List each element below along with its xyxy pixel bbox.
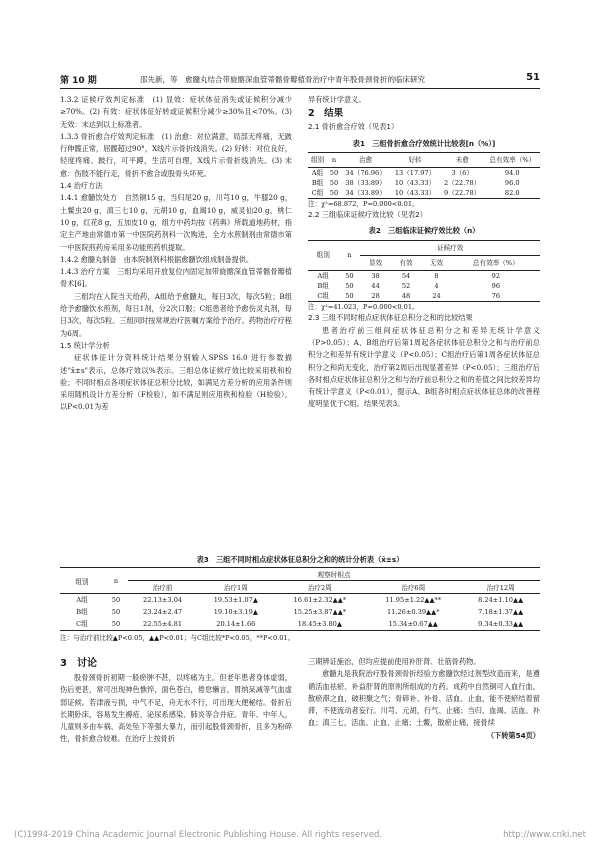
table-header: 治疗2周 xyxy=(274,581,365,594)
table-row xyxy=(308,281,540,291)
paragraph: 1.4.3 治疗方案 三组均采用开放复位内固定加带旋髂深血管蒂髂骨瓣植骨术[6]。 xyxy=(60,267,292,289)
table-cell: 82.0 xyxy=(504,189,520,198)
table-cell: 19.53±1.07▲ xyxy=(213,596,258,604)
table-header: 治疗12周 xyxy=(461,581,540,594)
table-row xyxy=(60,618,540,631)
paragraph: 股骨颈骨折初期一般瘀肿不甚，以疼痛为主。但老年患者身体虚弱，伤后更甚，常可出现神色憔悴，面色苍白，倦怠懒言，胃纳呆减等气血虚弱证候。若津液亏损，中气不足，舟无水不行，可出现大便秘结。骨折后长期卧床，容易发生褥疮、泌尿系感染、肺炎等合并症。青年、中年人，儿童则多由车祸、高处坠下等强大暴力，而引起股骨颈骨折，且多为粉碎性，骨折愈合较难。在治疗上按骨折 xyxy=(60,673,292,744)
table-header: 治疗6周 xyxy=(365,581,461,594)
table-cell: 52 xyxy=(401,282,411,291)
left-column xyxy=(60,94,292,414)
table-header: 证候疗效 xyxy=(360,240,540,255)
table-cell: 38 xyxy=(371,272,380,281)
table-header: 观察时相点 xyxy=(128,568,540,581)
table-header: 治疗前 xyxy=(128,581,197,594)
table-header: 未愈 xyxy=(440,152,485,167)
table-header: n xyxy=(327,152,341,167)
table-header: 治疗1周 xyxy=(197,581,274,594)
paragraph: 1.3.2 证候疗效判定标准 (1) 显效：症状体征消失或证候积分减少≥70%。(2) 有效：症状体征好转或证候积分减少≥30%且<70%。(3) 无效：未达到以上标准者。 xyxy=(60,95,292,129)
continued-note: （下转第54页） xyxy=(486,730,540,740)
table-cell: 92 xyxy=(491,272,501,281)
table-header: 总有效率（%） xyxy=(485,152,540,167)
table-2 xyxy=(308,240,540,303)
table-cell: 9.34±0.33▲▲ xyxy=(478,620,524,628)
paragraph: 1.4.2 愈髓丸制备 由本院制剂科根据愈髓饮组成制备提供。 xyxy=(60,254,254,264)
table-cell: 10（43.33） xyxy=(394,189,436,198)
table-cell: 54 xyxy=(401,272,411,281)
paragraph: 1.3.3 骨折愈合疗效判定标准 (1) 治愈：对位满意，局部无疼痛，无跛行伸髋正常，屈髋超过90°，X线片示骨折线消失。(2) 好转：对位良好，轻度疼痛、跛行，可平蹲，生活可自理，X线片示骨折线消失。(3) 未愈：伤肢不能行走，骨折不愈合或股骨头坏死。 xyxy=(60,131,292,178)
table-cell: 44 xyxy=(371,282,380,291)
table-cell: 7.18±1.37▲▲ xyxy=(478,608,524,616)
page-number: 51 xyxy=(526,72,540,83)
table-cell: 34（76.96） xyxy=(345,169,386,178)
table-cell: 28 xyxy=(371,292,380,301)
table-cell: 94.0 xyxy=(504,169,520,178)
table-header: 组别 xyxy=(308,152,327,167)
table-header: 组别 xyxy=(60,568,104,594)
paragraph: 三组均在入院当天给药，A组给予愈髓丸，每日3次，每次5粒；B组给予愈髓饮水煎剂，每日1剂，分2次口服；C组患者给予愈伤灵丸剂，每日3次，每次5粒。三组同时按常规治疗医嘱方案给予治疗。药物治疗疗程为6周。 xyxy=(60,291,292,338)
table-cell: 24 xyxy=(432,292,441,301)
table-cell: 38（33.89） xyxy=(345,179,386,188)
table-cell: 50 xyxy=(111,620,121,628)
table-cell: 19.10±3.19▲ xyxy=(213,608,258,616)
table-3 xyxy=(60,567,540,631)
table-header: 组别 xyxy=(308,240,338,271)
table-cell: 8.24±1.10▲▲ xyxy=(478,596,524,604)
table-row xyxy=(308,271,540,282)
table-cell: 13（17.97） xyxy=(394,169,436,178)
subsection-heading: 2.2 三组临床证候疗效比较（见表2） xyxy=(308,210,427,220)
section-heading: 1.4 治疗方法 xyxy=(60,181,103,191)
right-column xyxy=(308,94,540,411)
discussion-right-column xyxy=(308,656,540,742)
paragraph: 患者治疗前三组间症状体征总积分之和差异无统计学意义（P>0.05）；A、B组治疗后第1周起各症状体征总积分之和与治疗前总积分之和差异有统计学意义（P<0.05）；C组治疗后第1周各症状体征总积分之和尚无变化，治疗第2周后出现显著差异（P<0.05）；三组治疗后各时相点症状体征总积分之和与治疗前总积分之和的差值之间比较差异均有统计学意义（P<0.01），提示A、B组各时相点症状体征总体的改善程度明显优于C组。结果见表3。 xyxy=(308,325,540,409)
site-link[interactable]: http://www.cnki.net xyxy=(503,830,586,840)
subsection-heading: 2.1 骨折愈合疗效（见表1） xyxy=(308,122,399,132)
table-row xyxy=(308,178,540,188)
table-3-block xyxy=(60,551,540,643)
table-header: n xyxy=(338,240,360,271)
table-header: 好转 xyxy=(390,152,439,167)
table-cell: 8 xyxy=(434,272,439,281)
table-cell: 96.0 xyxy=(504,179,520,188)
table-cell: 20.14±1.66 xyxy=(216,620,256,628)
table-cell: B组 xyxy=(76,608,88,616)
table-cell: 15.34±0.67▲▲ xyxy=(388,620,438,628)
table-cell: 50 xyxy=(111,596,121,604)
subsection-heading: 2.3 三组不同时相点症状体征总积分之和的比较结果 xyxy=(308,313,473,323)
table-header: 治愈 xyxy=(341,152,390,167)
table-cell: B组 xyxy=(317,282,329,291)
paragraph: 症状体征计分资料统计结果分别输入SPSS 16.0 进行参数描述"x̄±s"表示，总体疗效以%表示。三组总体证候疗效比较采用秩和检验；不同时相点各项症状体征总积分比较，如满足方差分析的应用条件则采用随机设计方差分析（F检验），如不满足则应用秩和检验（H检验），以P<0.01为差 xyxy=(60,353,292,412)
table-cell: 16.61±2.32▲▲* xyxy=(293,596,347,604)
table-cell: 3（6） xyxy=(451,169,473,178)
table-title: 表3 三组不同时相点症状体征总积分之和的统计分析表（x̄±s） xyxy=(196,555,404,564)
paragraph: 异有统计学意义。 xyxy=(308,95,366,104)
table-cell: 50 xyxy=(329,179,339,188)
table-cell: 76 xyxy=(491,292,501,301)
section-heading: 2 结果 xyxy=(308,108,344,120)
table-cell: 23.24±2.47 xyxy=(143,608,183,616)
table-header: n xyxy=(104,568,128,594)
table-cell: C组 xyxy=(311,189,324,198)
table-cell: 11.95±1.22▲▲** xyxy=(385,596,442,604)
table-cell: 50 xyxy=(345,292,354,301)
table-cell: B组 xyxy=(311,179,324,188)
paragraph: 愈髓丸是我院治疗股骨颈骨折经验方愈髓饮经过剂型改造而来，是遵循活血祛瘀、补益肝肾的原则所组成的方药。成药中自然铜可入血行血，散瘀滞之血，破积聚之气；骨碎补、补骨、活血、止血，能不使瘀结着留滞，不使流动者妄行。川芎、元胡，行气、止痛；当归、血竭、活血、补血；滇三七，活血、止血、止痛；土鳖，散瘀止痛，接骨续 xyxy=(308,669,540,728)
table-cell: 15.25±3.87▲▲* xyxy=(293,608,347,616)
table-header: 有效 xyxy=(391,256,421,271)
table-cell: C组 xyxy=(76,620,88,628)
table-cell: 11.26±0.39▲▲* xyxy=(386,608,440,616)
table-cell: 50 xyxy=(345,282,354,291)
table-cell: 50 xyxy=(111,608,121,616)
section-heading: 1.5 统计学分析 xyxy=(60,340,110,350)
table-cell: 2（22.78） xyxy=(444,179,481,188)
table-1 xyxy=(308,152,540,199)
table-cell: 22.55±4.81 xyxy=(143,620,183,628)
table-cell: 50 xyxy=(345,272,354,281)
paragraph: 三期辨证施治，但均应提前使用补肝肾、壮筋骨药物。 xyxy=(308,657,481,666)
table-header: 无效 xyxy=(421,256,451,271)
table-title: 表1 三组骨折愈合疗效统计比较表[n（%）] xyxy=(352,138,496,148)
table-row xyxy=(308,291,540,302)
table-note: 注：与治疗前比较▲P<0.05，▲▲P<0.01；与C组比较*P<0.05，**P<0.01。 xyxy=(60,634,295,642)
table-cell: 96 xyxy=(491,282,501,291)
table-row xyxy=(308,188,540,199)
running-title: 邵先新，等 愈髓丸结合带旋髂深血管蒂髂骨瓣植骨治疗中青年股骨颈骨折的临床研究 xyxy=(140,75,425,84)
paragraph: 1.4.1 愈髓饮处方 自然铜15 g，当归尾20 g，川芎10 g，牛膝20 g，土鳖虫20 g，滇三七10 g，元胡10 g，血竭10 g，威灵仙20 g，桃仁10 g，红花8 g，五加皮10 g，组方中药均按《药典》所载道地药材，指定主产地由常德市第一中医院药剂科一次购进，全方水煎制剂由常德市第一中医院煎药房采用多功能煎药机提取。 xyxy=(60,193,292,252)
table-cell: 18.45±3.80▲ xyxy=(297,620,342,628)
table-cell: 10（43.33） xyxy=(394,179,436,188)
running-header xyxy=(60,72,540,89)
table-title: 表2 三组临床证候疗效比较（n） xyxy=(368,226,480,236)
table-cell: 50 xyxy=(329,189,339,198)
table-cell: A组 xyxy=(317,272,329,281)
table-cell: 34（33.89） xyxy=(345,189,386,198)
table-row xyxy=(60,594,540,607)
issue-number: 第 10 期 xyxy=(60,76,97,86)
table-row xyxy=(60,606,540,618)
table-cell: C组 xyxy=(317,292,330,301)
table-header: 显效 xyxy=(360,256,390,271)
discussion-left-column xyxy=(60,656,292,746)
table-cell: 50 xyxy=(329,169,339,178)
table-note: 注：χ²=68.872，P=0.000<0.01。 xyxy=(308,200,419,209)
table-cell: A组 xyxy=(311,169,324,178)
section-heading: 3 讨论 xyxy=(60,658,97,669)
table-cell: 9（22.78） xyxy=(444,189,481,198)
table-cell: A组 xyxy=(76,596,88,604)
copyright-text: (C)1994-2019 China Academic Journal Electronic Publishing House. All rights reserved. xyxy=(14,830,383,840)
table-cell: 4 xyxy=(434,282,439,291)
table-header: 总有效率（%） xyxy=(452,256,540,271)
table-cell: 48 xyxy=(401,292,411,301)
table-cell: 22.13±3.04 xyxy=(143,596,183,604)
table-row xyxy=(308,168,540,179)
table-note: 注：χ²=41.023，P=0.000<0.01。 xyxy=(308,303,419,312)
